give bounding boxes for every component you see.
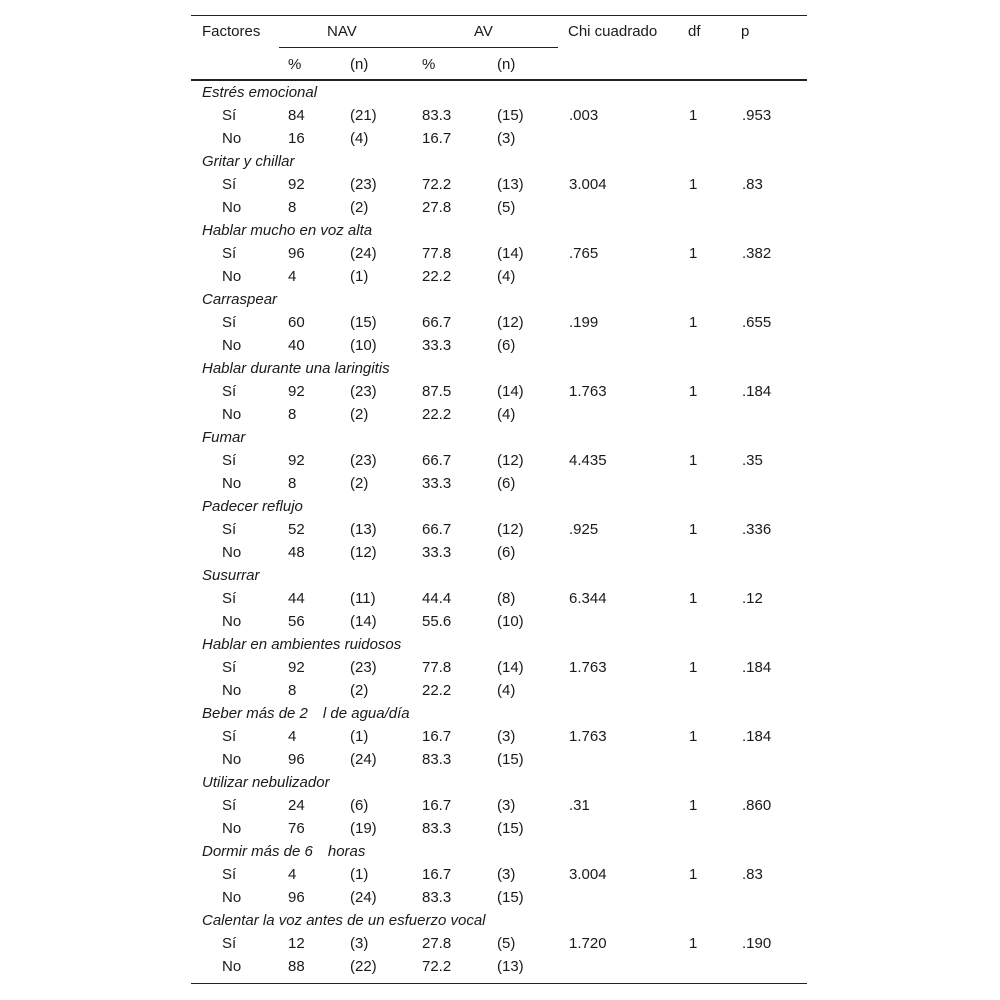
av-n-cell: (6) bbox=[497, 337, 516, 354]
av-n-cell: (3) bbox=[497, 130, 516, 147]
av-pct-cell: 22.2 bbox=[422, 406, 452, 423]
av-pct-cell: 16.7 bbox=[422, 797, 452, 814]
chi-cell: 6.344 bbox=[569, 590, 607, 607]
nav-pct-cell: 4 bbox=[288, 728, 297, 745]
header-factores: Factores bbox=[202, 23, 261, 40]
df-cell: 1 bbox=[689, 590, 698, 607]
answer-label: No bbox=[222, 130, 242, 147]
df-cell: 1 bbox=[689, 659, 698, 676]
av-n-cell: (15) bbox=[497, 107, 524, 124]
av-n-cell: (3) bbox=[497, 866, 516, 883]
nav-n-cell: (19) bbox=[350, 820, 377, 837]
av-pct-cell: 87.5 bbox=[422, 383, 452, 400]
nav-pct-cell: 92 bbox=[288, 659, 305, 676]
factor-label: Beber más de 2 l de agua/día bbox=[202, 705, 410, 722]
nav-pct-cell: 92 bbox=[288, 452, 305, 469]
av-n-cell: (4) bbox=[497, 682, 516, 699]
p-cell: .83 bbox=[742, 866, 763, 883]
av-pct-cell: 55.6 bbox=[422, 613, 452, 630]
nav-pct-cell: 96 bbox=[288, 245, 305, 262]
chi-cell: 1.720 bbox=[569, 935, 607, 952]
p-cell: .336 bbox=[742, 521, 772, 538]
nav-n-cell: (24) bbox=[350, 751, 377, 768]
chi-cell: .003 bbox=[569, 107, 599, 124]
av-n-cell: (12) bbox=[497, 314, 524, 331]
nav-n-cell: (23) bbox=[350, 176, 377, 193]
av-n-cell: (14) bbox=[497, 659, 524, 676]
nav-n-cell: (24) bbox=[350, 889, 377, 906]
nav-pct-cell: 8 bbox=[288, 475, 297, 492]
av-pct-cell: 72.2 bbox=[422, 958, 452, 975]
answer-label: No bbox=[222, 751, 242, 768]
bottom-rule bbox=[191, 983, 807, 984]
av-n-cell: (3) bbox=[497, 797, 516, 814]
answer-label: No bbox=[222, 958, 242, 975]
nav-n-cell: (14) bbox=[350, 613, 377, 630]
answer-label: Sí bbox=[222, 659, 237, 676]
p-cell: .184 bbox=[742, 659, 772, 676]
answer-label: Sí bbox=[222, 866, 237, 883]
nav-pct-cell: 4 bbox=[288, 866, 297, 883]
answer-label: No bbox=[222, 337, 242, 354]
df-cell: 1 bbox=[689, 521, 698, 538]
av-n-cell: (13) bbox=[497, 176, 524, 193]
p-cell: .953 bbox=[742, 107, 772, 124]
av-pct-cell: 66.7 bbox=[422, 452, 452, 469]
answer-label: Sí bbox=[222, 728, 237, 745]
answer-label: Sí bbox=[222, 176, 237, 193]
av-n-cell: (8) bbox=[497, 590, 516, 607]
av-n-cell: (6) bbox=[497, 475, 516, 492]
header-av-n: (n) bbox=[497, 56, 516, 73]
answer-label: No bbox=[222, 820, 242, 837]
nav-pct-cell: 76 bbox=[288, 820, 305, 837]
answer-label: Sí bbox=[222, 107, 237, 124]
av-pct-cell: 66.7 bbox=[422, 314, 452, 331]
answer-label: Sí bbox=[222, 521, 237, 538]
group-rule bbox=[279, 47, 558, 48]
nav-n-cell: (1) bbox=[350, 268, 369, 285]
nav-n-cell: (23) bbox=[350, 383, 377, 400]
chi-cell: 1.763 bbox=[569, 659, 607, 676]
answer-label: No bbox=[222, 544, 242, 561]
av-n-cell: (15) bbox=[497, 889, 524, 906]
nav-n-cell: (22) bbox=[350, 958, 377, 975]
df-cell: 1 bbox=[689, 935, 698, 952]
av-n-cell: (14) bbox=[497, 245, 524, 262]
nav-pct-cell: 4 bbox=[288, 268, 297, 285]
factor-label: Hablar mucho en voz alta bbox=[202, 222, 373, 239]
av-n-cell: (10) bbox=[497, 613, 524, 630]
av-pct-cell: 33.3 bbox=[422, 337, 452, 354]
answer-label: Sí bbox=[222, 797, 237, 814]
nav-pct-cell: 12 bbox=[288, 935, 305, 952]
av-pct-cell: 27.8 bbox=[422, 935, 452, 952]
df-cell: 1 bbox=[689, 866, 698, 883]
nav-n-cell: (6) bbox=[350, 797, 369, 814]
header-av-pct: % bbox=[422, 56, 436, 73]
header-nav-n: (n) bbox=[350, 56, 369, 73]
answer-label: Sí bbox=[222, 452, 237, 469]
av-pct-cell: 33.3 bbox=[422, 475, 452, 492]
df-cell: 1 bbox=[689, 728, 698, 745]
av-pct-cell: 27.8 bbox=[422, 199, 452, 216]
av-pct-cell: 83.3 bbox=[422, 820, 452, 837]
av-n-cell: (4) bbox=[497, 406, 516, 423]
answer-label: No bbox=[222, 268, 242, 285]
factor-label: Padecer reflujo bbox=[202, 498, 303, 515]
nav-n-cell: (1) bbox=[350, 866, 369, 883]
factor-label: Calentar la voz antes de un esfuerzo vocal bbox=[202, 912, 486, 929]
chi-cell: 1.763 bbox=[569, 383, 607, 400]
nav-pct-cell: 44 bbox=[288, 590, 305, 607]
av-pct-cell: 16.7 bbox=[422, 130, 452, 147]
nav-n-cell: (4) bbox=[350, 130, 369, 147]
av-n-cell: (5) bbox=[497, 935, 516, 952]
nav-pct-cell: 24 bbox=[288, 797, 305, 814]
factor-label: Fumar bbox=[202, 429, 246, 446]
header-df: df bbox=[688, 23, 701, 40]
p-cell: .190 bbox=[742, 935, 772, 952]
factor-label: Gritar y chillar bbox=[202, 153, 295, 170]
chi-cell: 3.004 bbox=[569, 176, 607, 193]
nav-n-cell: (1) bbox=[350, 728, 369, 745]
df-cell: 1 bbox=[689, 176, 698, 193]
nav-n-cell: (12) bbox=[350, 544, 377, 561]
answer-label: No bbox=[222, 613, 242, 630]
nav-n-cell: (2) bbox=[350, 475, 369, 492]
av-pct-cell: 22.2 bbox=[422, 268, 452, 285]
av-n-cell: (15) bbox=[497, 820, 524, 837]
av-pct-cell: 33.3 bbox=[422, 544, 452, 561]
p-cell: .860 bbox=[742, 797, 772, 814]
nav-n-cell: (2) bbox=[350, 199, 369, 216]
p-cell: .12 bbox=[742, 590, 763, 607]
av-pct-cell: 77.8 bbox=[422, 245, 452, 262]
av-n-cell: (14) bbox=[497, 383, 524, 400]
chi-cell: 4.435 bbox=[569, 452, 607, 469]
nav-pct-cell: 88 bbox=[288, 958, 305, 975]
header-p: p bbox=[741, 23, 750, 40]
av-pct-cell: 16.7 bbox=[422, 728, 452, 745]
nav-n-cell: (23) bbox=[350, 659, 377, 676]
p-cell: .35 bbox=[742, 452, 763, 469]
answer-label: No bbox=[222, 682, 242, 699]
factor-label: Estrés emocional bbox=[202, 84, 318, 101]
av-n-cell: (15) bbox=[497, 751, 524, 768]
factor-label: Utilizar nebulizador bbox=[202, 774, 330, 791]
p-cell: .655 bbox=[742, 314, 772, 331]
chi-cell: .199 bbox=[569, 314, 599, 331]
av-n-cell: (13) bbox=[497, 958, 524, 975]
factor-label: Susurrar bbox=[202, 567, 260, 584]
answer-label: No bbox=[222, 889, 242, 906]
nav-pct-cell: 40 bbox=[288, 337, 305, 354]
df-cell: 1 bbox=[689, 107, 698, 124]
chi-cell: .31 bbox=[569, 797, 590, 814]
nav-n-cell: (2) bbox=[350, 682, 369, 699]
header-nav-pct: % bbox=[288, 56, 302, 73]
header-chi-cuadrado: Chi cuadrado bbox=[568, 23, 658, 40]
av-n-cell: (6) bbox=[497, 544, 516, 561]
p-cell: .184 bbox=[742, 383, 772, 400]
header-av: AV bbox=[474, 23, 493, 40]
av-n-cell: (4) bbox=[497, 268, 516, 285]
nav-pct-cell: 56 bbox=[288, 613, 305, 630]
chi-cell: .765 bbox=[569, 245, 599, 262]
df-cell: 1 bbox=[689, 314, 698, 331]
answer-label: Sí bbox=[222, 245, 237, 262]
factor-label: Hablar en ambientes ruidosos bbox=[202, 636, 402, 653]
nav-pct-cell: 92 bbox=[288, 383, 305, 400]
nav-pct-cell: 8 bbox=[288, 682, 297, 699]
nav-n-cell: (10) bbox=[350, 337, 377, 354]
df-cell: 1 bbox=[689, 452, 698, 469]
header-rule bbox=[191, 79, 807, 81]
av-pct-cell: 22.2 bbox=[422, 682, 452, 699]
nav-n-cell: (11) bbox=[350, 590, 376, 607]
nav-n-cell: (21) bbox=[350, 107, 377, 124]
top-rule bbox=[191, 15, 807, 16]
df-cell: 1 bbox=[689, 245, 698, 262]
header-nav: NAV bbox=[327, 23, 357, 40]
nav-n-cell: (2) bbox=[350, 406, 369, 423]
av-pct-cell: 83.3 bbox=[422, 751, 452, 768]
nav-pct-cell: 8 bbox=[288, 406, 297, 423]
nav-pct-cell: 92 bbox=[288, 176, 305, 193]
nav-pct-cell: 8 bbox=[288, 199, 297, 216]
answer-label: Sí bbox=[222, 314, 237, 331]
answer-label: No bbox=[222, 406, 242, 423]
nav-n-cell: (3) bbox=[350, 935, 369, 952]
df-cell: 1 bbox=[689, 797, 698, 814]
factor-label: Hablar durante una laringitis bbox=[202, 360, 390, 377]
p-cell: .83 bbox=[742, 176, 763, 193]
nav-pct-cell: 96 bbox=[288, 889, 305, 906]
df-cell: 1 bbox=[689, 383, 698, 400]
answer-label: Sí bbox=[222, 590, 237, 607]
av-pct-cell: 66.7 bbox=[422, 521, 452, 538]
chi-cell: 1.763 bbox=[569, 728, 607, 745]
av-n-cell: (3) bbox=[497, 728, 516, 745]
av-pct-cell: 72.2 bbox=[422, 176, 452, 193]
av-pct-cell: 83.3 bbox=[422, 889, 452, 906]
av-pct-cell: 16.7 bbox=[422, 866, 452, 883]
nav-n-cell: (13) bbox=[350, 521, 377, 538]
nav-pct-cell: 60 bbox=[288, 314, 305, 331]
p-cell: .184 bbox=[742, 728, 772, 745]
factor-label: Dormir más de 6 horas bbox=[202, 843, 366, 860]
nav-n-cell: (15) bbox=[350, 314, 377, 331]
nav-n-cell: (23) bbox=[350, 452, 377, 469]
nav-pct-cell: 48 bbox=[288, 544, 305, 561]
answer-label: Sí bbox=[222, 935, 237, 952]
av-pct-cell: 77.8 bbox=[422, 659, 452, 676]
answer-label: No bbox=[222, 475, 242, 492]
answer-label: Sí bbox=[222, 383, 237, 400]
nav-pct-cell: 96 bbox=[288, 751, 305, 768]
nav-pct-cell: 16 bbox=[288, 130, 305, 147]
nav-pct-cell: 84 bbox=[288, 107, 305, 124]
answer-label: No bbox=[222, 199, 242, 216]
p-cell: .382 bbox=[742, 245, 772, 262]
chi-cell: .925 bbox=[569, 521, 599, 538]
av-n-cell: (5) bbox=[497, 199, 516, 216]
av-pct-cell: 83.3 bbox=[422, 107, 452, 124]
chi-cell: 3.004 bbox=[569, 866, 607, 883]
av-pct-cell: 44.4 bbox=[422, 590, 452, 607]
av-n-cell: (12) bbox=[497, 521, 524, 538]
nav-pct-cell: 52 bbox=[288, 521, 305, 538]
nav-n-cell: (24) bbox=[350, 245, 377, 262]
factor-label: Carraspear bbox=[202, 291, 278, 308]
av-n-cell: (12) bbox=[497, 452, 524, 469]
